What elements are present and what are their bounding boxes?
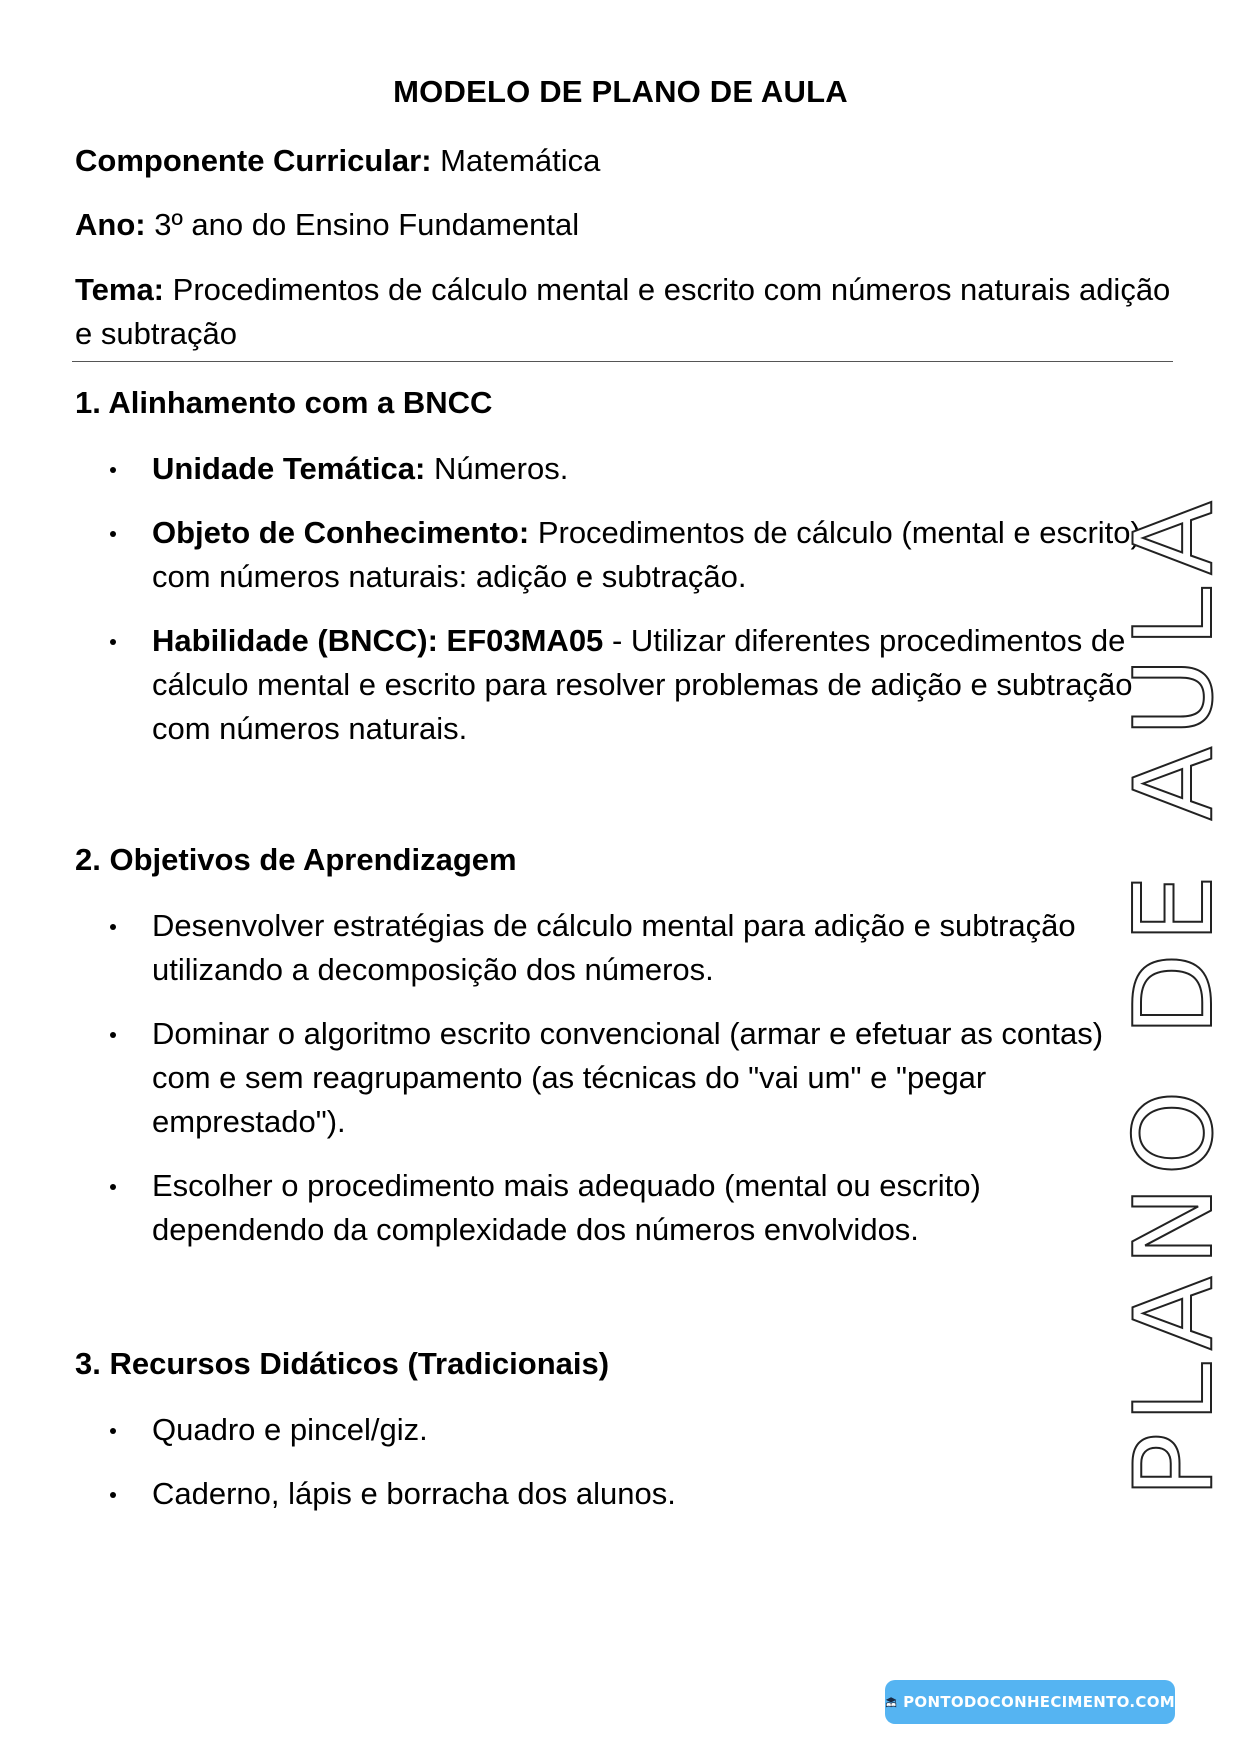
bullet-icon [110,1492,116,1498]
list-item [110,1164,1160,1252]
recursos-list [110,1408,1160,1516]
item-text: Procedimentos de cálculo (mental e escrito) com números naturais: adição e subtração. [152,515,1141,594]
item-text: Números. [433,451,569,486]
item-label: Objeto de Conhecimento: [152,515,530,550]
tema-line [75,268,1175,356]
componente-line [75,139,600,183]
item-label: Habilidade (BNCC): [152,623,438,658]
bullet-icon [110,1032,116,1038]
ano-line [75,203,579,247]
item-text: Quadro e pincel/giz. [152,1412,428,1447]
item-text: Escolher o procedimento mais adequado (mental ou escrito) dependendo da complexidade dos números envolvidos. [152,1168,981,1247]
section-heading-recursos: 3. Recursos Didáticos (Tradicionais) [75,1346,610,1381]
tema-value: Procedimentos de cálculo mental e escrito com números naturais adição e subtração [75,272,1171,351]
bncc-code: EF03MA05 [446,623,604,658]
list-item [110,447,1160,491]
item-label: Unidade Temática: [152,451,426,486]
list-item [110,1408,1160,1452]
divider [72,361,1173,362]
bullet-icon [110,1428,116,1434]
bncc-list [110,447,1160,751]
section-heading-bncc: 1. Alinhamento com a BNCC [75,385,493,420]
list-item [110,511,1160,599]
bullet-icon [110,467,116,473]
list-item [110,904,1160,992]
bullet-icon [110,639,116,645]
componente-value: Matemática [440,143,601,178]
item-text: Caderno, lápis e borracha dos alunos. [152,1476,676,1511]
watermark: PLANO DE AULA [1112,491,1237,1498]
tema-label: Tema: [75,272,165,307]
bullet-icon [110,1184,116,1190]
item-text: - Utilizar diferentes procedimentos de cálculo mental e escrito para resolver problemas de adição e subtração com números naturais. [152,623,1133,746]
bullet-icon [110,924,116,930]
page-title: MODELO DE PLANO DE AULA [393,74,848,109]
ano-value: 3º ano do Ensino Fundamental [154,207,580,242]
section-heading-objetivos: 2. Objetivos de Aprendizagem [75,842,517,877]
item-text: Desenvolver estratégias de cálculo mental para adição e subtração utilizando a decomposição dos números. [152,908,1076,987]
objetivos-list [110,904,1160,1252]
site-url: PONTODOCONHECIMENTO.COM [903,1693,1175,1711]
bullet-icon [110,531,116,537]
list-item [110,1472,1160,1516]
graduation-book-icon [885,1688,897,1716]
item-text: Dominar o algoritmo escrito convencional (armar e efetuar as contas) com e sem reagrupamento (as técnicas do "vai um" e "pegar emprestado"). [152,1016,1104,1139]
site-badge[interactable] [885,1680,1175,1724]
componente-label: Componente Curricular: [75,143,432,178]
list-item [110,1012,1160,1144]
ano-label: Ano: [75,207,146,242]
list-item [110,619,1160,751]
